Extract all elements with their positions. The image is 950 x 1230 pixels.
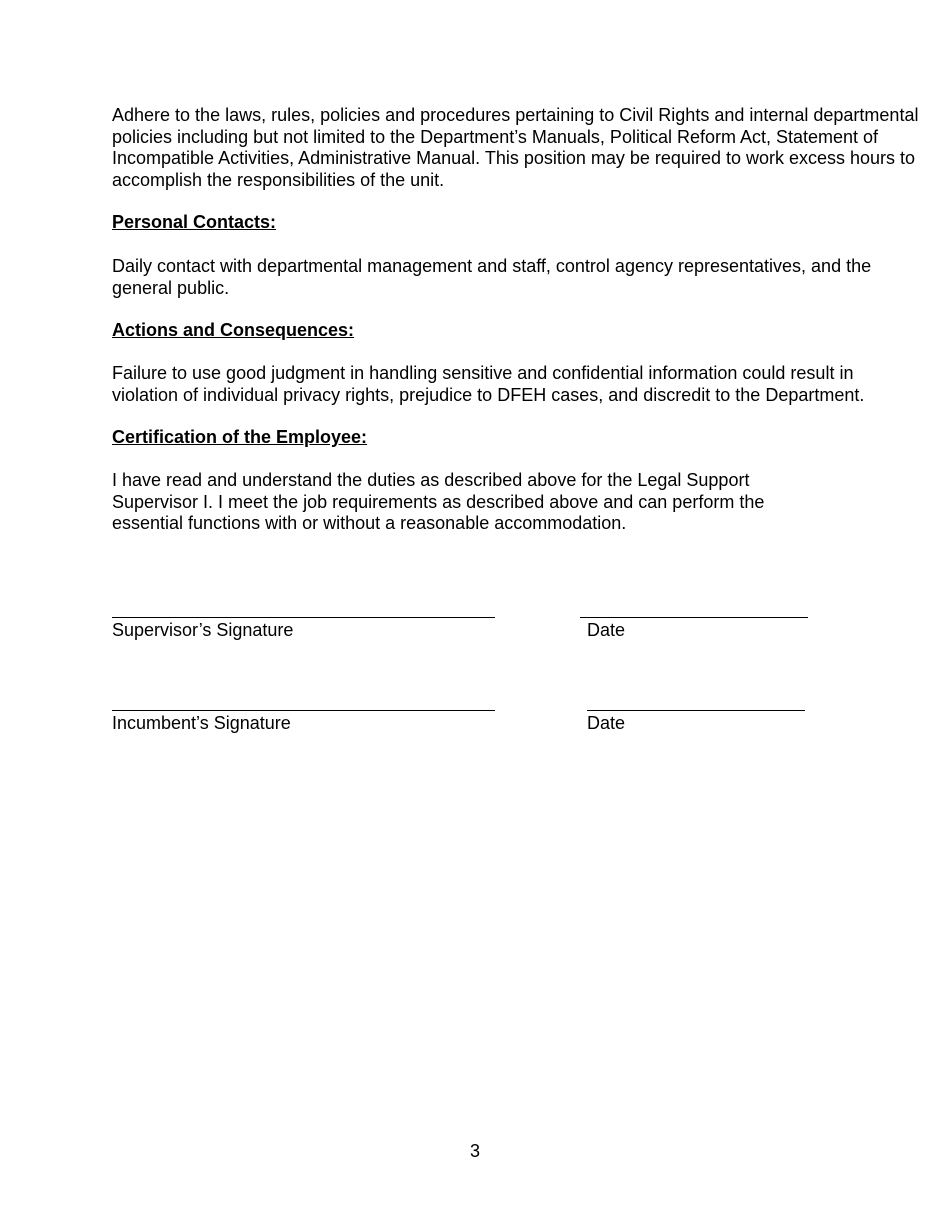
supervisor-signature-label: Supervisor’s Signature xyxy=(112,620,294,640)
incumbent-signature-line[interactable] xyxy=(112,710,495,711)
supervisor-date-label: Date xyxy=(587,620,626,640)
actions-consequences-text: Failure to use good judgment in handling sensitive and confidential information could result in violation of individual privacy rights, prejudice to DFEH cases, and discredit to the Department. xyxy=(112,363,865,405)
incumbent-date-line[interactable] xyxy=(587,710,805,711)
incumbent-date-label: Date xyxy=(587,713,626,733)
intro-paragraph: Adhere to the laws, rules, policies and procedures pertaining to Civil Rights and internal departmental policies including but not limited to the Department’s Manuals, Political Reform Act, Statement of Incompatible Activities, Administrative Manual. This position may be required to work excess hours to accomplish the responsibilities of the unit. xyxy=(112,105,919,190)
incumbent-signature-label: Incumbent’s Signature xyxy=(112,713,291,733)
supervisor-signature-line[interactable] xyxy=(112,617,495,618)
personal-contacts-text: Daily contact with departmental management and staff, control agency representatives, and the general public. xyxy=(112,256,872,298)
personal-contacts-heading: Personal Contacts: xyxy=(112,212,277,232)
certification-heading: Certification of the Employee: xyxy=(112,427,368,447)
actions-consequences-heading: Actions and Consequences: xyxy=(112,320,355,340)
certification-text: I have read and understand the duties as described above for the Legal Support Supervisor I. I meet the job requirements as described above and can perform the essential functions with or without a reasonable accommodation. xyxy=(112,470,765,533)
page-number: 3 xyxy=(469,1141,480,1161)
supervisor-date-line[interactable] xyxy=(580,617,808,618)
